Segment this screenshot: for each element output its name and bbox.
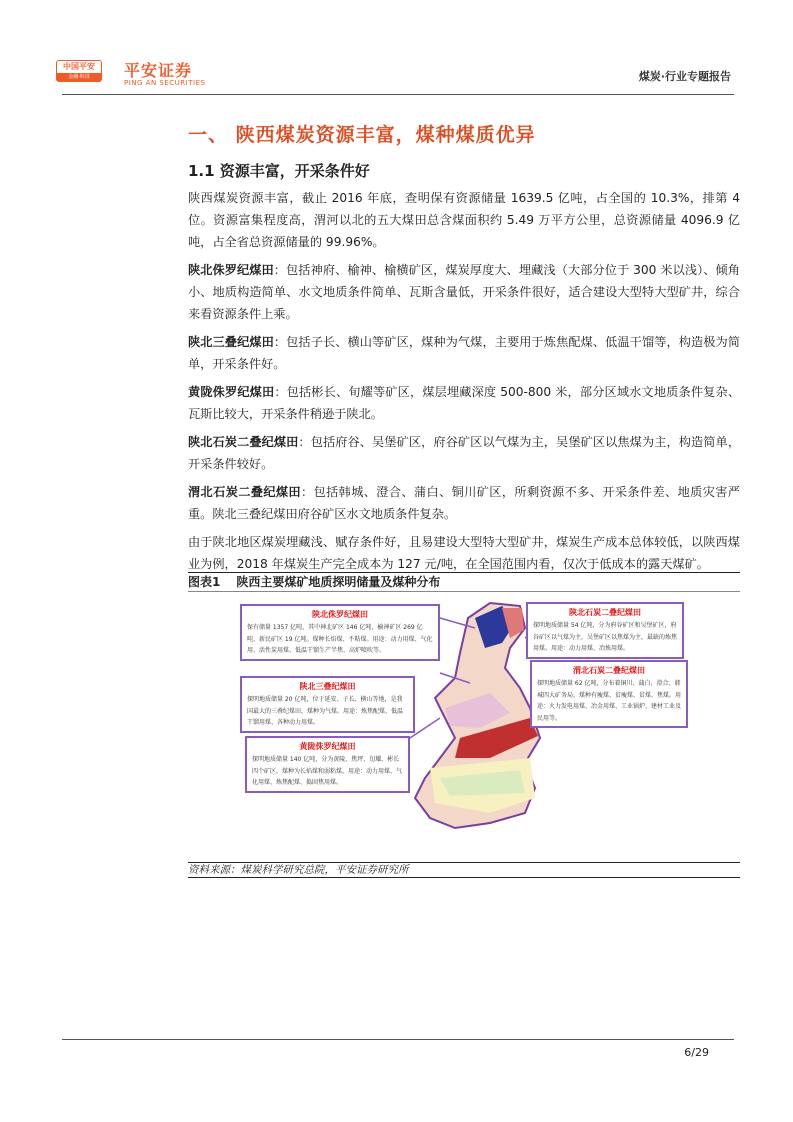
paragraph: 由于陕北地区煤炭埋藏浅、赋存条件好，且易建设大型特大型矿井，煤炭生产成本总体较低，以陕西煤业为例，2018 年煤炭生产完全成本为 127 元/吨，在全国范围内看，仅次于低成本的露天煤矿。 [188,535,740,571]
callout-text: 探明地质储量 140 亿吨，分为黄陵、焦坪、旬耀、彬长四个矿区。煤种为长焰煤和弱粘煤。用途：动力用煤、气化用煤、炼焦配煤、捣固焦用煤。 [252,756,403,786]
callout-text: 探明地质储量 20 亿吨，位于延安、子长、横山等地，是我国最大的三叠纪煤田，煤种为气煤。用途：炼焦配煤、低温干馏用煤、各种动力用煤。 [247,696,404,726]
callout-title: 陕北三叠纪煤田 [299,682,356,691]
callout-shanbei-jurassic [240,604,440,661]
figure-title [188,572,740,592]
footer-divider [62,1039,734,1040]
paragraph: 渭北石炭二叠纪煤田：包括韩城、澄合、蒲白、铜川矿区，所剩资源不多、开采条件差、地质灾害严重。陕北三叠纪煤田府谷矿区水文地质条件复杂。 [188,485,740,521]
figure-caption: 陕西主要煤矿地质探明储量及煤种分布 [236,575,441,589]
callout-shanbei-carboniferous [526,602,684,659]
source-note: 资料来源：煤炭科学研究总院，平安证券研究所 [188,862,740,878]
coal-map-figure [240,598,690,852]
paragraph: 黄陇侏罗纪煤田：包括彬长、旬耀等矿区，煤层埋藏深度 500-800 米，部分区域水文地质条件复杂、瓦斯比较大，开采条件稍逊于陕北。 [188,385,741,421]
callout-title: 陕北石炭二叠纪煤田 [569,608,641,617]
company-logo [56,60,102,82]
callout-text: 保有储量 1357 亿吨，其中神北矿区 146 亿吨，榆神矿区 269 亿吨、新民矿区 19 亿吨。煤种长焰煤、不粘煤。用途：动力用煤、气化用、活性炭用煤、低温干馏生产半焦、高炉喷吹等。 [247,624,433,654]
brand-name: 平安证券 [124,61,193,80]
brand-name-en: PING AN SECURITIES [124,79,206,87]
callout-title: 渭北石炭二叠纪煤田 [573,666,645,675]
callout-shanbei-triassic [240,676,415,733]
paragraph: 陕北三叠纪煤田：包括子长、横山等矿区，煤种为气煤，主要用于炼焦配煤、低温干馏等，构造极为简单，开采条件好。 [188,335,741,371]
body-text [188,187,740,581]
callout-text: 探明地质储量 62 亿吨，分布着铜川、蒲白、澄合、韩城四大矿务局。煤种有瘦煤、贫瘦煤、贫煤、焦煤。用途：火力发电用煤、冶金用煤、工业锅炉、建材工业及民用等。 [537,680,682,722]
paragraph: 陕北侏罗纪煤田：包括神府、榆神、榆横矿区，煤炭厚度大、埋藏浅（大部分位于 300 米以浅）、倾角小、地质构造简单、水文地质条件简单、瓦斯含量低，开采条件很好，适合建设大型特大型矿井，综合来看资源条件上乘。 [188,263,740,321]
callout-title: 黄陇侏罗纪煤田 [299,742,356,751]
header-divider [62,94,734,95]
section-heading: 一、 陕西煤炭资源丰富，煤种煤质优异 [188,124,536,146]
logo-text: 中国平安 [63,62,95,71]
paragraph: 陕北石炭二叠纪煤田：包括府谷、吴堡矿区，府谷矿区以气煤为主，吴堡矿区以焦煤为主，构造简单，开采条件较好。 [188,435,741,471]
figure-label: 图表1 [188,575,221,589]
page-number: 6/29 [684,1046,709,1059]
logo-subtext: 金融·科技 [57,73,101,81]
report-type: 煤炭·行业专题报告 [638,70,731,83]
callout-weibei-carboniferous [530,660,688,728]
callout-huanglong-jurassic [245,736,410,793]
callout-text: 探明地质储量 54 亿吨，分为府谷矿区和吴堡矿区，府谷矿区以气煤为主，吴堡矿区以焦煤为主，最缺的炼焦用煤。用途：动力用煤、冶炼用煤。 [533,622,678,652]
subsection-heading: 1.1 资源丰富，开采条件好 [188,162,370,180]
paragraph: 陕西煤炭资源丰富，截止 2016 年底，查明保有资源储量 1639.5 亿吨，占全国的 10.3%，排第 4 位。资源富集程度高，渭河以北的五大煤田总含煤面积约 5.49 万平方公里，总资源储量 4096.9 亿吨，占全省总资源储量的 99.96%。 [188,191,740,249]
callout-title: 陕北侏罗纪煤田 [312,610,368,619]
